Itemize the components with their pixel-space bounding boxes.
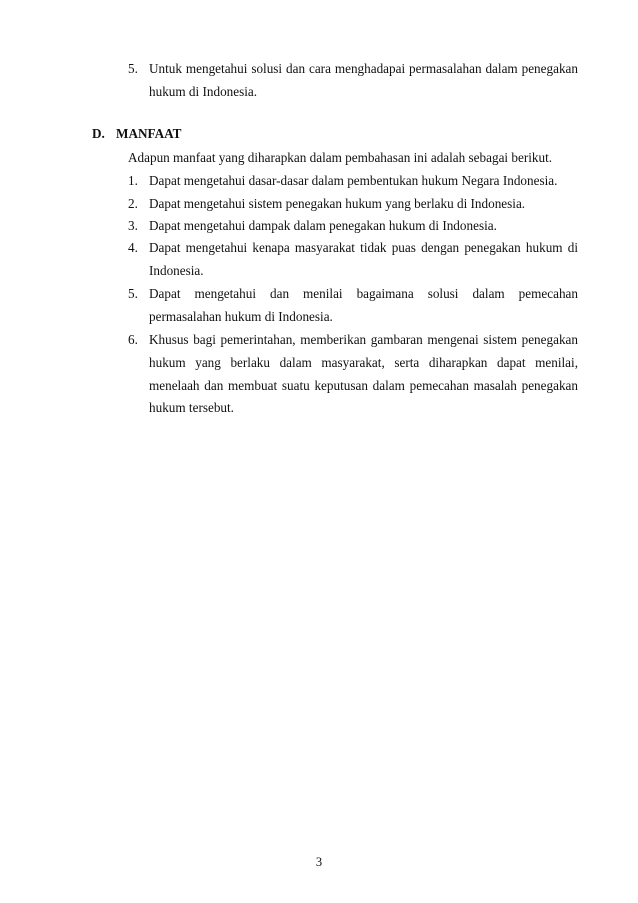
section-intro: Adapun manfaat yang diharapkan dalam pembahasan ini adalah sebagai berikut. [128, 150, 553, 165]
list-item-6 [128, 329, 578, 420]
section-heading [92, 123, 181, 145]
list-item-text: Dapat mengetahui sistem penegakan hukum yang berlaku di Indonesia. [149, 196, 526, 211]
list-item-continued-5 [128, 58, 578, 104]
list-item-4 [128, 237, 578, 283]
list-item-2 [128, 193, 578, 216]
list-item-text: Khusus bagi pemerintahan, memberikan gambaran mengenai sistem penegakan hukum yang berlaku dalam masyarakat, serta diharapkan dapat menilai, menelaah dan membuat suatu keputusan dalam pemecahan masalah penegakan hukum tersebut. [149, 332, 578, 416]
list-item-number: 1. [128, 173, 138, 188]
list-item-text: Dapat mengetahui dasar-dasar dalam pembentukan hukum Negara Indonesia. [149, 173, 558, 188]
page-number: 3 [315, 855, 323, 869]
section-letter: D. [92, 126, 105, 141]
list-item-number: 2. [128, 196, 138, 211]
list-item-number: 5. [128, 61, 138, 76]
list-item-text: Dapat mengetahui dan menilai bagaimana solusi dalam pemecahan permasalahan hukum di Indonesia. [149, 286, 578, 324]
section-title: MANFAAT [116, 126, 182, 141]
list-item-text: Untuk mengetahui solusi dan cara menghadapai permasalahan dalam penegakan hukum di Indonesia. [149, 61, 578, 99]
list-item-number: 6. [128, 332, 138, 347]
list-item-text: Dapat mengetahui kenapa masyarakat tidak puas dengan penegakan hukum di Indonesia. [149, 240, 578, 278]
list-item-1 [128, 170, 578, 193]
list-item-text: Dapat mengetahui dampak dalam penegakan hukum di Indonesia. [149, 218, 497, 233]
list-item-number: 3. [128, 218, 138, 233]
list-item-3 [128, 215, 578, 238]
list-item-number: 4. [128, 240, 138, 255]
list-item-number: 5. [128, 286, 138, 301]
list-item-5 [128, 283, 578, 329]
